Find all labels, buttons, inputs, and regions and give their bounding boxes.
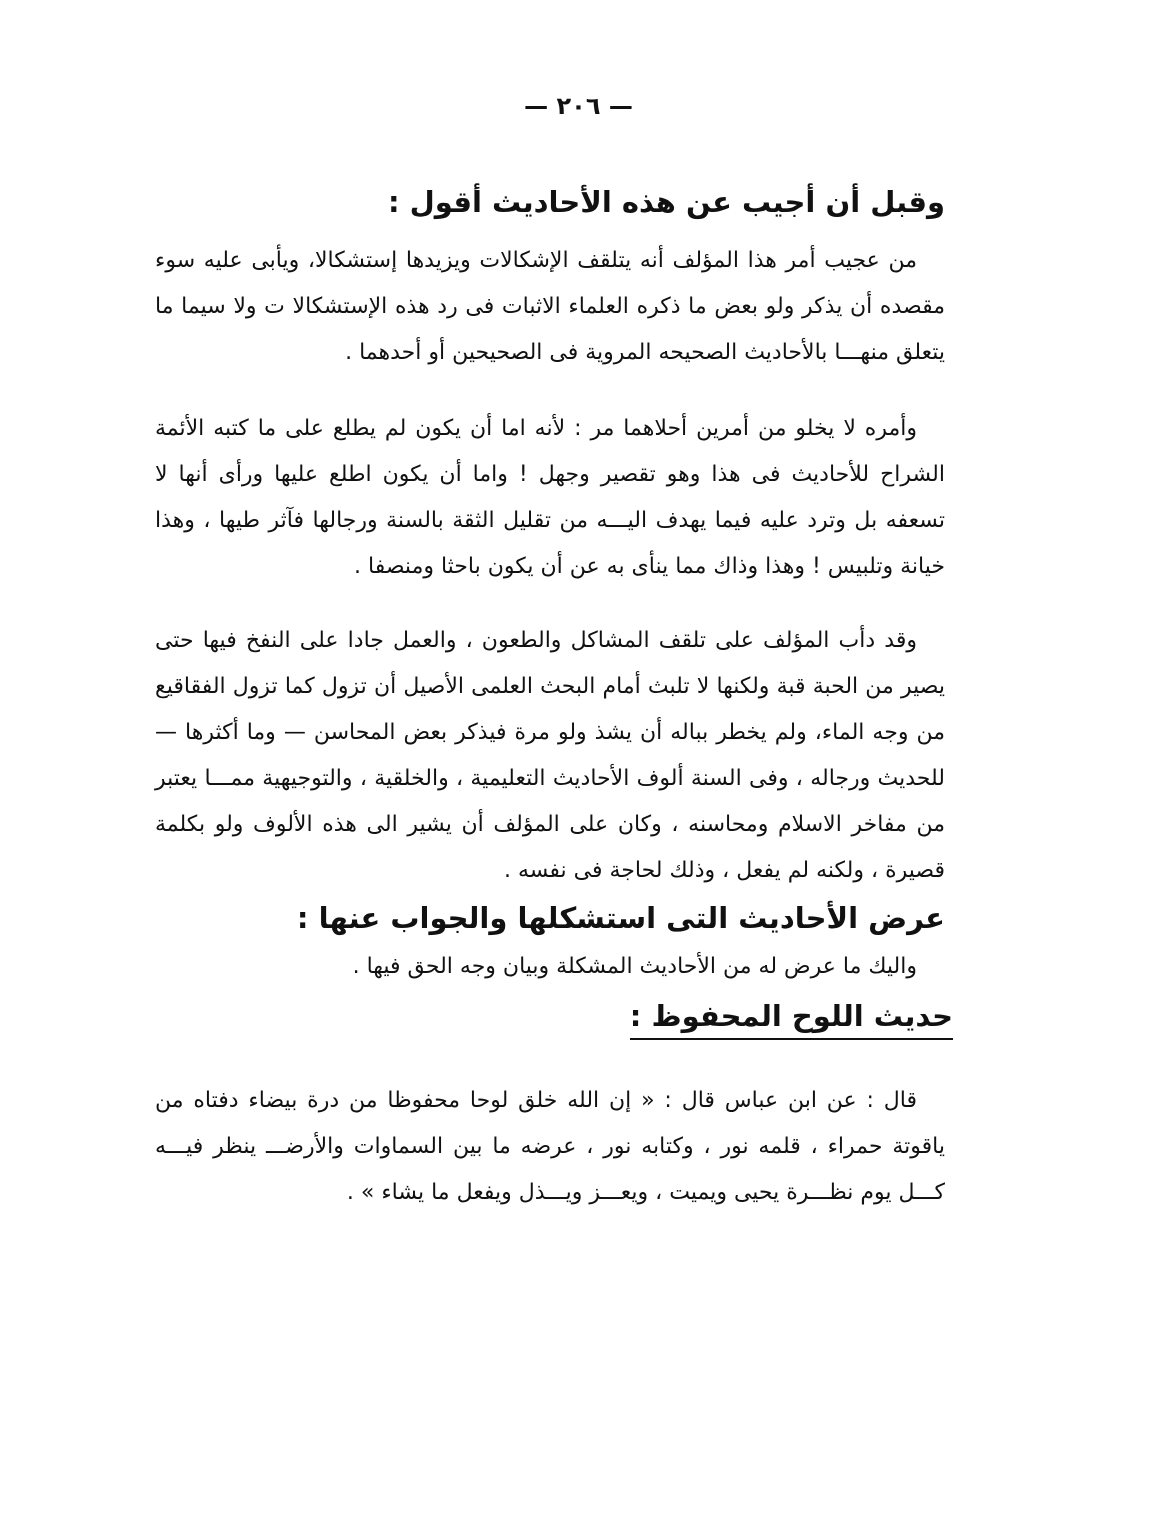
paragraph-author-problems: من عجيب أمر هذا المؤلف أنه يتلقف الإشكالات ويزيدها إستشكالا، ويأبى عليه سوء مقصده أن يذكر ولو بعض ما ذكره العلماء الاثبات فى رد هذه الإستشكالا ت ولا سيما ما يتعلق منهـــا بالأحاديث الصحيحه المروية فى الصحيحين أو أحدهما .	[155, 248, 945, 365]
paragraph-hadith-text: قال : عن ابن عباس قال : « إن الله خلق لوحا محفوظا من درة بيضاء دفتاه من ياقوتة حمراء ، قلمه نور ، وكتابه نور ، عرضه ما بين السماوات والأرضـــ ينظر فيـــه كـــل يوم نظـــرة يحيى ويميت ، ويعـــز ويـــذل ويفعل ما يشاء » .	[155, 1088, 945, 1205]
subheading-lawh-mahfuz: حديث اللوح المحفوظ :	[630, 994, 953, 1040]
subheading-wrapper	[155, 994, 953, 1078]
paragraph-author-habit: وقد دأب المؤلف على تلقف المشاكل والطعون ، والعمل جادا على النفخ فيها حتى يصير من الحبة قبة ولكنها لا تلبث أمام البحث العلمى الأصيل أن تزول كما تزول الفقاقيع من وجه الماء، ولم يخطر بباله أن يشذ ولو مرة فيذكر بعض المحاسن — وما أكثرها — للحديث ورجاله ، وفى السنة ألوف الأحاديث التعليمية ، والخلقية ، والتوجيهية ممـــا يعتبر من مفاخر الاسلام ومحاسنه ، وكان على المؤلف أن يشير الى هذه الألوف ولو بكلمة قصيرة ، ولكنه لم يفعل ، وذلك لحاجة فى نفسه .	[155, 628, 945, 883]
paragraph-two-options: وأمره لا يخلو من أمرين أحلاهما مر : لأنه اما أن يكون لم يطلع على ما كتبه الأئمة الشراح للأحاديث فى هذا وهو تقصير وجهل ! واما أن يكون اطلع عليها ورأى أنها لا تسعفه بل وترد عليه فيما يهدف اليـــه من تقليل الثقة بالسنة ورجالها فآثر طيها ، وهذا خيانة وتلبيس ! وهذا وذاك مما ينأى به عن أن يكون باحثا ومنصفا .	[155, 416, 945, 579]
page-content	[155, 180, 953, 1216]
section-heading-hadiths: عرض الأحاديث التى استشكلها والجواب عنها :	[296, 901, 945, 935]
section-heading-intro: وقبل أن أجيب عن هذه الأحاديث أقول :	[387, 185, 945, 219]
paragraph-presentation: واليك ما عرض له من الأحاديث المشكلة وبيان وجه الحق فيها .	[352, 954, 917, 979]
page-number: — ٢٠٦ —	[524, 92, 633, 120]
